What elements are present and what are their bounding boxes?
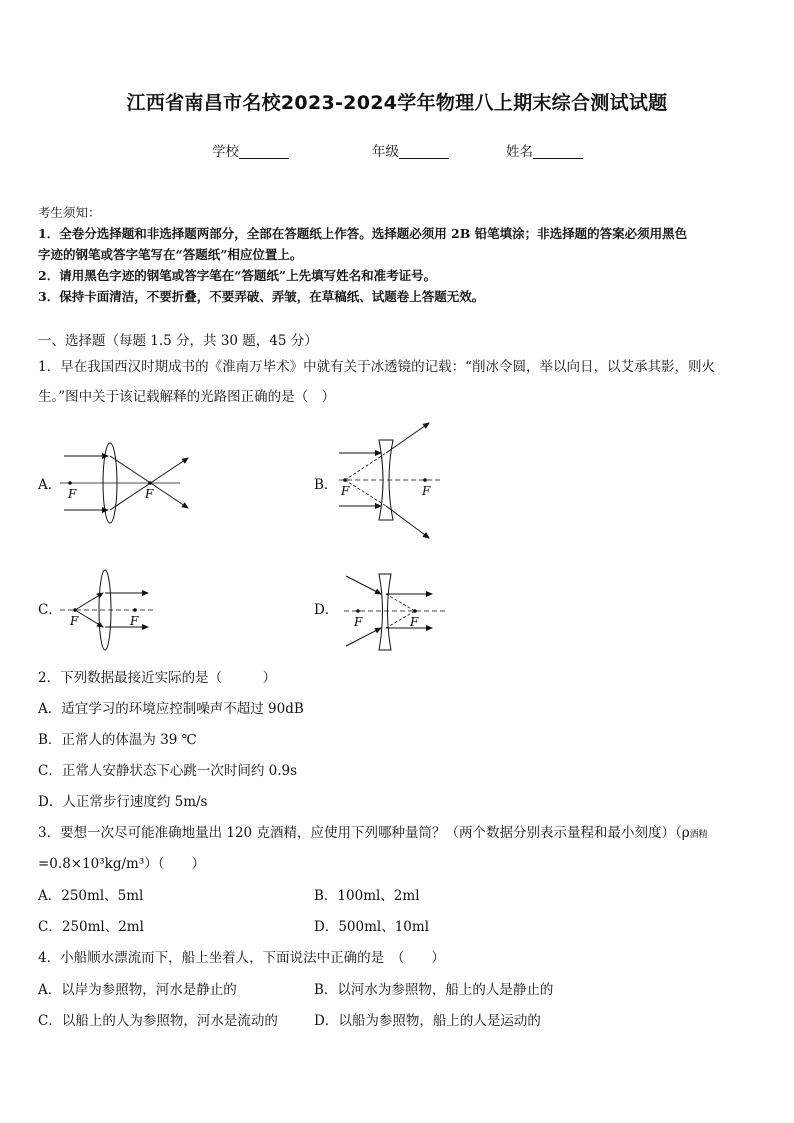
- q1-option-a-label: A．: [38, 477, 62, 493]
- q3-stem-line2: =0.8×10³kg/m³）（ ）: [38, 856, 206, 872]
- q4-option-a: A．以岸为参照物，河水是静止的: [38, 982, 237, 998]
- q3-option-c: C．250ml、2ml: [38, 919, 144, 935]
- ray: [386, 423, 429, 453]
- page-title: 江西省南昌市名校2023-2024学年物理八上期末综合测试试题: [126, 92, 668, 114]
- q2-option-d: D．人正常步行速度约 5m/s: [38, 794, 208, 810]
- q1-stem-line2: 生。”图中关于该记载解释的光路图正确的是（ ）: [38, 389, 336, 405]
- q4-option-b: B．以河水为参照物，船上的人是静止的: [314, 982, 554, 998]
- q4-option-d: D．以船为参照物，船上的人是运动的: [314, 1013, 541, 1029]
- focus-point: [68, 481, 72, 485]
- q1-diagram-a: [60, 440, 200, 525]
- q2-option-b: B．正常人的体温为 39 ℃: [38, 732, 197, 748]
- q3-option-b: B．100ml、2ml: [314, 888, 420, 904]
- virtual-ray: [345, 453, 386, 480]
- q2-option-a: A．适宜学习的环境应控制噪声不超过 90dB: [38, 701, 304, 717]
- ray: [346, 628, 381, 646]
- q1-diagram-c: [60, 566, 160, 654]
- school-blank: [239, 144, 289, 159]
- q2-stem: 2．下列数据最接近实际的是（ ）: [38, 670, 277, 686]
- virtual-ray: [345, 480, 386, 506]
- section-heading: 一、选择题（每题 1.5 分，共 30 题，45 分）: [38, 333, 318, 349]
- ray: [386, 506, 429, 538]
- q2-option-c: C．正常人安静状态下心跳一次时间约 0.9s: [38, 763, 298, 779]
- name-field: [506, 140, 583, 160]
- grade-blank: [399, 144, 449, 159]
- q1-option-c-label: C．: [38, 602, 62, 618]
- notice-line-1-cont: 字迹的钢笔或答字笔写在“答题纸”相应位置上。: [38, 247, 303, 262]
- focus-label: F: [354, 615, 363, 629]
- grade-label: 年级: [372, 144, 399, 160]
- focus-point: [423, 478, 427, 482]
- focus-point: [413, 609, 417, 613]
- school-field: [212, 140, 289, 160]
- q3-stem-text: 3．要想一次尽可能准确地量出 120 克酒精，应使用下列哪种量筒？（两个数据分别表示量程和最小刻度）（ρ: [38, 825, 690, 841]
- focus-label: F: [145, 487, 154, 501]
- q3-option-d: D．500ml、10ml: [314, 919, 430, 935]
- focus-point: [133, 608, 137, 612]
- name-label: 姓名: [506, 144, 533, 160]
- q1-option-b-label: B．: [314, 477, 338, 493]
- q1-stem-line1: 1．早在我国西汉时期成书的《淮南万毕术》中就有关于冰透镜的记载：“削冰令圆，举以向日，以艾承其影，则火: [38, 359, 715, 375]
- q1-diagram-b: [335, 420, 445, 542]
- focus-point: [343, 478, 347, 482]
- concave-lens: [379, 574, 391, 650]
- school-label: 学校: [212, 144, 239, 160]
- q3-stem-line1: [38, 821, 708, 841]
- notice-line-3: 3．保持卡面清洁，不要折叠，不要弄破、弄皱，在草稿纸、试题卷上答题无效。: [38, 289, 485, 304]
- focus-point: [73, 608, 77, 612]
- grade-field: [372, 140, 449, 160]
- ray: [346, 576, 381, 594]
- focus-label: F: [341, 484, 350, 498]
- focus-label: F: [422, 484, 431, 498]
- name-blank: [533, 144, 583, 159]
- focus-label: F: [68, 487, 77, 501]
- focus-point: [356, 609, 360, 613]
- notice-line-2: 2．请用黑色字迹的钢笔或答字笔在“答题纸”上先填写姓名和准考证号。: [38, 268, 437, 283]
- q3-density-subscript: 酒精: [689, 830, 708, 840]
- focus-label: F: [130, 614, 139, 628]
- focus-point: [148, 481, 152, 485]
- notice-heading: 考生须知：: [38, 205, 101, 220]
- virtual-ray: [386, 594, 415, 611]
- q1-diagram-d: [340, 568, 450, 656]
- q4-option-c: C．以船上的人为参照物，河水是流动的: [38, 1013, 278, 1029]
- notice-line-1: 1．全卷分选择题和非选择题两部分，全部在答题纸上作答。选择题必须用 2B 铅笔填涂；非选择题的答案必须用黑色: [38, 226, 688, 241]
- q4-stem: 4．小船顺水漂流而下，船上坐着人，下面说法中正确的是 （ ）: [38, 950, 445, 966]
- q1-option-d-label: D．: [314, 602, 339, 618]
- focus-label: F: [410, 615, 419, 629]
- q3-option-a: A．250ml、5ml: [38, 888, 144, 904]
- focus-label: F: [70, 614, 79, 628]
